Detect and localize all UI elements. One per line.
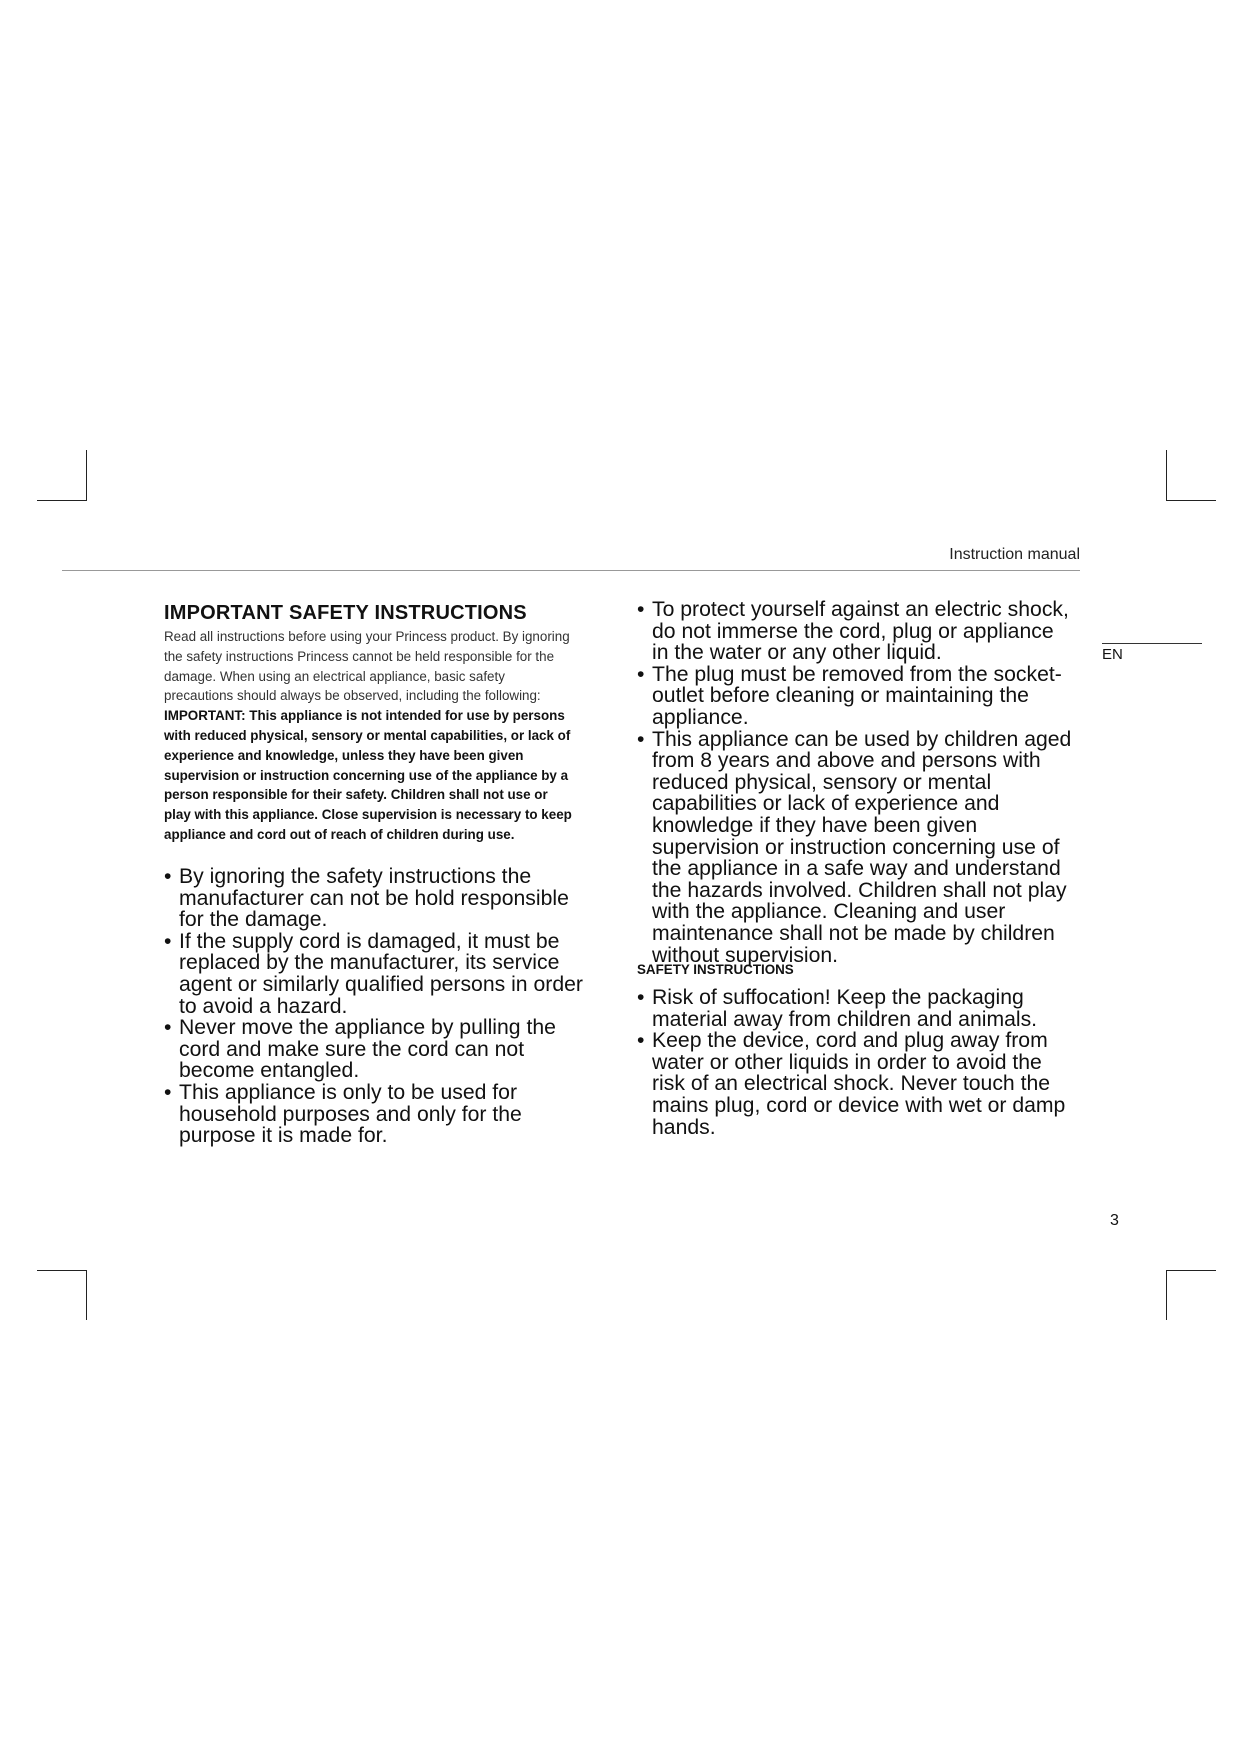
list-item-line: purpose it is made for. [179,1124,388,1148]
list-item-line: Never move the appliance by pulling the [179,1016,556,1040]
list-item-line: manufacturer can not be hold responsible [179,886,569,910]
list-item-line: do not immerse the cord, plug or appliance [652,619,1054,643]
right-bullet-list [637,599,1087,966]
list-item-line: water or other liquids in order to avoid the [652,1050,1042,1074]
list-item-line: in the water or any other liquid. [652,641,942,665]
list-item-line: Keep the device, cord and plug away from [652,1029,1048,1053]
header-divider [62,570,1080,571]
bullet-icon: • [637,662,645,686]
intro-line: the safety instructions Princess cannot be held responsible for the [164,648,555,664]
list-item-line: mains plug, cord or device with wet or damp [652,1093,1066,1117]
list-item-line: maintenance shall not be made by children [652,921,1055,945]
bullet-icon: • [164,865,172,888]
list-item-line: outlet before cleaning or maintaining the [652,684,1029,708]
list-item-line: This appliance is only to be used for [179,1080,518,1104]
list-item-line: without supervision. [652,943,839,967]
list-item [164,1082,614,1147]
important-line: person responsible for their safety. Children shall not use or [164,787,548,803]
bullet-icon: • [164,1080,172,1104]
safety-bullet-list [637,987,1087,1138]
bullet-icon: • [637,1029,645,1053]
list-item [637,599,1087,664]
page-number: 3 [1110,1212,1119,1229]
list-item-line: for the damage. [179,908,328,932]
list-item-line: hands. [652,1115,716,1139]
list-item-line: capabilities or lack of experience and [652,792,1000,816]
list-item-line: By ignoring the safety instructions the [179,865,532,888]
important-line: with reduced physical, sensory or mental capabilities, or lack of [164,727,571,743]
list-item-line: material away from children and animals. [652,1007,1038,1031]
intro-line: precautions should always be observed, including the following: [164,688,541,704]
list-item-line: cord and make sure the cord can not [179,1037,525,1061]
bullet-icon: • [164,1016,172,1040]
list-item-line: household purposes and only for the [179,1102,522,1126]
list-item-line: The plug must be removed from the socket- [652,662,1062,686]
list-item-line: replaced by the manufacturer, its service [179,951,560,975]
list-item [637,729,1087,967]
list-item [164,866,614,931]
list-item-line: to avoid a hazard. [179,994,348,1018]
bullet-icon: • [164,929,172,953]
important-line: experience and knowledge, unless they have been given [164,747,524,763]
safety-subheading: SAFETY INSTRUCTIONS [637,962,794,977]
list-item [637,987,1087,1030]
important-line: appliance and cord out of reach of children during use. [164,826,515,842]
intro-line: damage. When using an electrical appliance, basic safety [164,668,505,684]
list-item-line: Risk of suffocation! Keep the packaging [652,986,1024,1009]
important-line: supervision or instruction concerning use of the appliance by a [164,767,569,783]
important-line: IMPORTANT: This appliance is not intended for use by persons [164,708,565,724]
language-tab: EN [1102,646,1123,663]
list-item-line: risk of an electrical shock. Never touch the [652,1072,1051,1096]
list-item-line: This appliance can be used by children aged [652,727,1072,751]
important-line: play with this appliance. Close supervision is necessary to keep [164,807,572,823]
intro-block [164,627,604,845]
list-item [164,931,614,1017]
bullet-icon: • [637,598,645,621]
list-item-line: appliance. [652,705,749,729]
list-item-line: the appliance in a safe way and understand [652,857,1061,881]
list-item-line: with the appliance. Cleaning and user [652,900,1006,924]
list-item-line: agent or similarly qualified persons in order [179,972,583,996]
list-item-line: To protect yourself against an electric shock, [652,598,1069,621]
list-item-line: knowledge if they have been given [652,813,978,837]
left-bullet-list [164,866,614,1147]
list-item [164,1017,614,1082]
list-item [637,664,1087,729]
list-item-line: If the supply cord is damaged, it must be [179,929,560,953]
intro-line: Read all instructions before using your Princess product. By ignoring [164,629,570,644]
bullet-icon: • [637,986,645,1009]
section-heading: IMPORTANT SAFETY INSTRUCTIONS [164,602,527,624]
list-item [637,1030,1087,1138]
bullet-icon: • [637,727,645,751]
list-item-line: the hazards involved. Children shall not play [652,878,1067,902]
list-item-line: reduced physical, sensory or mental [652,770,992,794]
list-item-line: supervision or instruction concerning use of [652,835,1060,859]
list-item-line: from 8 years and above and persons with [652,749,1041,773]
language-divider [1102,643,1202,644]
list-item-line: become entangled. [179,1059,360,1083]
header-title: Instruction manual [949,546,1080,563]
